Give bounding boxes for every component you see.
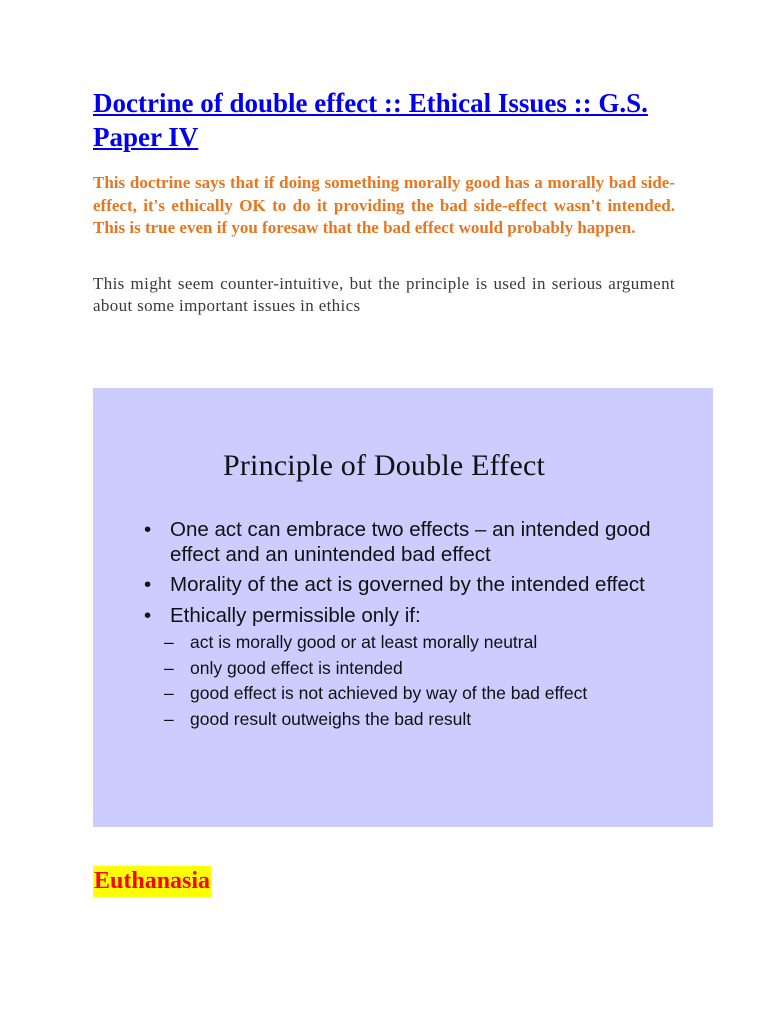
doctrine-definition: This doctrine says that if doing something morally good has a morally bad side-effect, it's ethically OK to do it providing the bad side-effect wasn't intended. This is true even if you foresaw that the bad effect would probably happen. — [93, 173, 675, 237]
page-title-link[interactable]: Doctrine of double effect :: Ethical Issues :: G.S. Paper IV — [93, 88, 648, 152]
slide-sub-bullet: – act is morally good or at least morally neutral — [164, 632, 681, 653]
counter-intuitive-note: This might seem counter-intuitive, but the principle is used in serious argument about some important issues in ethics — [93, 274, 675, 315]
slide-title: Principle of Double Effect — [222, 449, 546, 482]
slide-sub-bullet: – good result outweighs the bad result — [164, 709, 681, 730]
slide-bullet-conditions — [141, 604, 681, 730]
slide-bullet: • Morality of the act is governed by the intended effect — [141, 573, 681, 598]
section-heading-euthanasia: Euthanasia — [93, 866, 211, 897]
slide-sub-bullet: – good effect is not achieved by way of the bad effect — [164, 683, 681, 704]
slide-bullet-list — [141, 518, 681, 735]
slide-bullet-text: Ethically permissible only if: — [170, 603, 421, 627]
slide-sub-bullet: – only good effect is intended — [164, 658, 681, 679]
slide-bullet: • One act can embrace two effects – an intended good effect and an unintended bad effect — [141, 518, 681, 567]
slide-sub-bullet-list — [164, 632, 681, 729]
